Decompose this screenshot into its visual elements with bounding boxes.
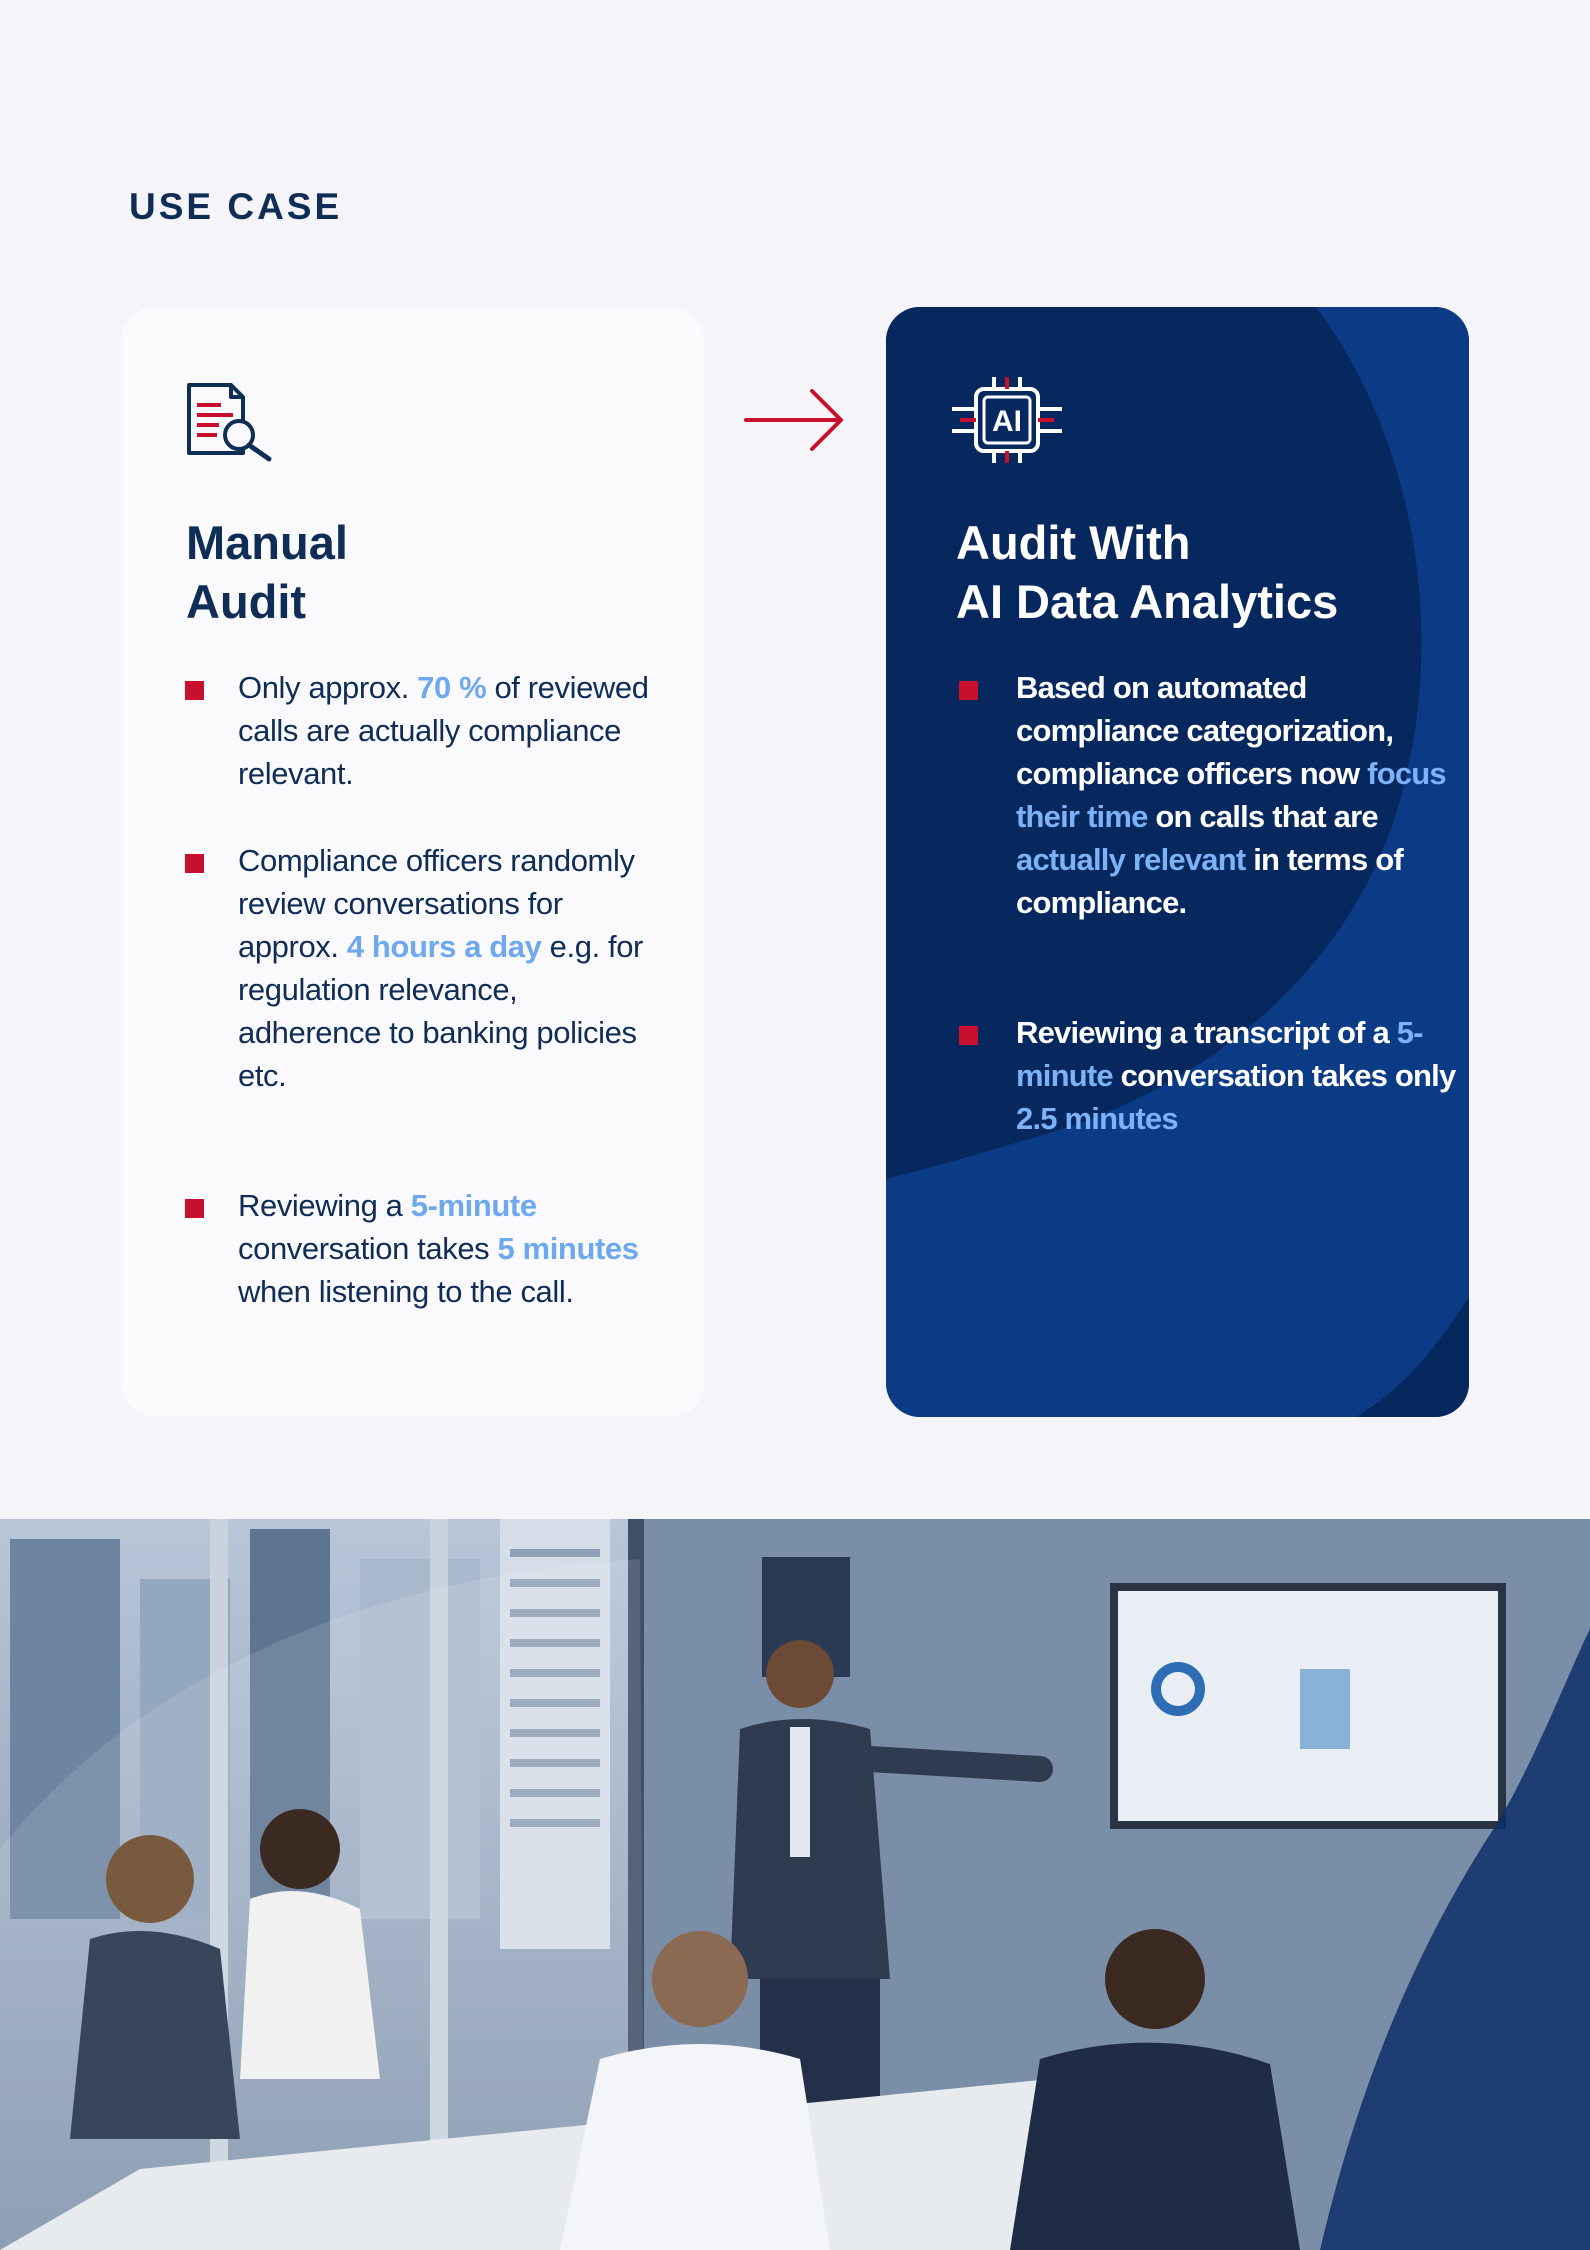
bullet-marker xyxy=(959,681,978,700)
manual-title-line-1: Manual xyxy=(186,516,348,569)
highlight: 5-minute xyxy=(1016,1015,1423,1093)
ai-chip-icon xyxy=(950,375,1064,465)
bullet-marker xyxy=(185,854,204,873)
manual-audit-card xyxy=(121,307,704,1417)
bullet-marker xyxy=(959,1026,978,1045)
ai-chip-label: AI xyxy=(992,405,1022,438)
highlight: focus their time xyxy=(1016,756,1446,834)
ai-audit-title xyxy=(956,513,1338,631)
ai-audit-card xyxy=(886,307,1469,1417)
bullet-marker xyxy=(185,681,204,700)
manual-bullet-3: Reviewing a 5-minute conversation takes 5 minutes when listening to the call. xyxy=(238,1188,639,1309)
ai-bullet-1: Based on automated compliance categorization, compliance officers now focus their time on calls that are actually relevant in terms of compliance. xyxy=(1016,670,1446,920)
document-search-icon xyxy=(183,379,277,463)
highlight: 2.5 minutes xyxy=(1016,1101,1178,1136)
ai-title-line-2: AI Data Analytics xyxy=(956,575,1339,628)
highlight: 4 hours a day xyxy=(346,929,542,964)
arrow-right-icon xyxy=(742,385,848,455)
highlight: 5-minute xyxy=(410,1188,537,1223)
manual-bullet-1: Only approx. 70 % of reviewed calls are actually compliance relevant. xyxy=(238,670,649,791)
meeting-photo xyxy=(0,1519,1590,2250)
highlight: actually relevant xyxy=(1016,842,1246,877)
highlight: 70 % xyxy=(417,670,487,705)
ai-title-line-1: Audit With xyxy=(956,516,1191,569)
section-label: USE CASE xyxy=(129,186,343,227)
manual-title-line-2: Audit xyxy=(186,575,307,628)
manual-audit-title xyxy=(186,513,348,631)
ai-bullet-2: Reviewing a transcript of a 5-minute conversation takes only 2.5 minutes xyxy=(1016,1015,1456,1136)
bullet-marker xyxy=(185,1199,204,1218)
highlight: 5 minutes xyxy=(497,1231,639,1266)
manual-bullet-2: Compliance officers randomly review conversations for approx. 4 hours a day e.g. for regulation relevance, adherence to banking policies etc. xyxy=(238,843,643,1093)
